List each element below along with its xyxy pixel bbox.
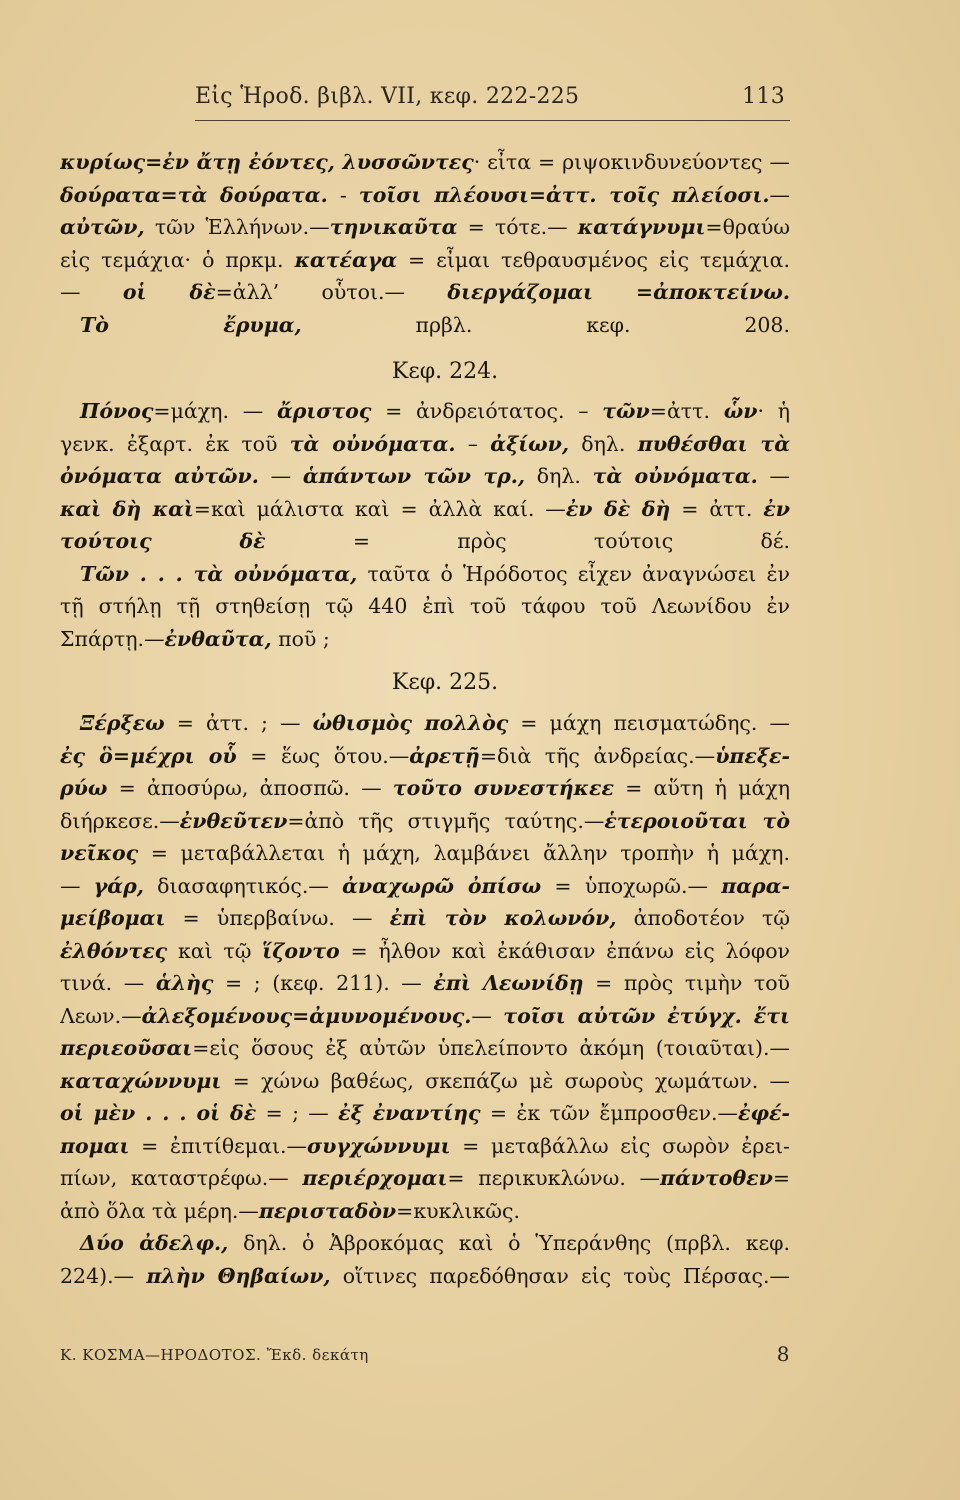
- text-line: [60, 146, 790, 179]
- lemma: τούτοις δὲ: [60, 529, 266, 553]
- lemma: ἐλθόντες: [60, 938, 168, 963]
- lemma: γάρ,: [93, 873, 144, 898]
- lemma: αὐτῶν,: [60, 215, 145, 239]
- gloss: =εἰς ὅσους ἐξ αὐτῶν ὑπελείποντο ἀκόμη (τοιαῦται).—: [192, 1036, 790, 1060]
- lemma: ὀνόματα αὐτῶν.: [60, 464, 259, 488]
- lemma: περιέρχομαι: [302, 1166, 448, 1190]
- lemma: τὰ οὐνόματα.: [592, 464, 758, 488]
- lemma: ὑπεξε-: [715, 743, 790, 768]
- text-line: [60, 309, 790, 342]
- gloss: –: [455, 431, 491, 456]
- lemma: συγχώννυμι: [307, 1133, 451, 1158]
- text-line: [60, 902, 790, 935]
- text-line: [60, 1032, 790, 1065]
- gloss: —: [471, 1003, 504, 1028]
- text-line: [60, 493, 790, 526]
- gloss: =ἀττ.: [649, 399, 724, 423]
- lemma: ἐνθαῦτα,: [164, 626, 272, 651]
- gloss: ἀποδοτέον τῷ: [616, 906, 790, 930]
- gloss: · εἶτα = ριψοκινδυνεύοντες —: [473, 150, 790, 174]
- lemma: τηνικαῦτα: [329, 215, 458, 239]
- gloss: Λεων.—: [60, 1003, 142, 1028]
- lemma: τοῦτο συνεστήκεε: [392, 776, 614, 800]
- lemma: ἀξίων,: [490, 431, 570, 456]
- text-line: [60, 623, 790, 656]
- gloss: -: [327, 182, 359, 207]
- running-header: [195, 84, 785, 124]
- text-line: [60, 395, 790, 428]
- text-line: [60, 276, 790, 309]
- lemma: ρύω: [60, 776, 108, 800]
- gloss: πρβλ. κεφ. 208.: [301, 312, 790, 337]
- gloss: —: [258, 464, 303, 488]
- lemma: ἐν: [763, 496, 790, 521]
- gloss: · ἡ: [757, 399, 790, 423]
- gloss: = ἕως ὅτου.—: [236, 743, 410, 768]
- gloss: ποῦ ;: [271, 626, 330, 651]
- gloss: =θραύω: [705, 215, 790, 239]
- gloss: = ; (κεφ. 211). —: [213, 971, 434, 995]
- gloss: πίων, καταστρέφω.—: [60, 1166, 303, 1190]
- lemma: ἐξ ἐναντίης: [338, 1101, 481, 1125]
- gloss: δηλ.: [525, 464, 593, 488]
- gloss: = μεταβάλλεται ἡ μάχη, λαμβάνει ἄλλην τροπὴν ἡ μάχη.: [138, 841, 790, 865]
- text-line: [60, 179, 790, 212]
- gloss: = περικυκλώνω. —: [447, 1166, 660, 1190]
- lemma: πλὴν Θηβαίων,: [146, 1263, 331, 1288]
- lemma: Τὸ ἔρυμα,: [80, 312, 302, 337]
- lemma: ἐνθεῦτεν: [179, 808, 288, 833]
- text-line: [60, 1000, 790, 1033]
- text-line: [60, 1227, 790, 1260]
- gloss: καὶ τῷ: [167, 938, 263, 963]
- gloss: —: [60, 280, 123, 304]
- gloss: =κυκλικῶς.: [396, 1198, 520, 1223]
- footer-signature: Κ. ΚΟΣΜΑ—ΗΡΟΔΟΤΟΣ. Ἔκδ. δεκάτη: [60, 1346, 369, 1364]
- gloss: τῇ στήλῃ τῇ στηθείσῃ τῷ 440 ἐπὶ τοῦ τάφου τοῦ Λεωνίδου ἐν: [60, 594, 790, 618]
- gloss: = χώνω βαθέως, σκεπάζω μὲ σωροὺς χωμάτων. —: [221, 1068, 790, 1093]
- lemma: παρα-: [721, 873, 790, 898]
- gloss: γενκ. ἐξαρτ. ἐκ τοῦ: [60, 431, 290, 456]
- lemma: ἀλεξομένους=ἀμυνομένους.: [141, 1003, 472, 1028]
- gloss: = εἶμαι τεθραυσμένος εἰς τεμάχια.: [397, 247, 790, 272]
- gloss: = πρὸς τούτοις δέ.: [265, 529, 790, 553]
- text-line: [60, 967, 790, 1000]
- text-line: [60, 1195, 790, 1228]
- lemma: τοῖσι αὐτῶν ἐτύγχ. ἔτι: [503, 1003, 790, 1028]
- gloss: =: [772, 1166, 790, 1190]
- gloss: = ὑπερβαίνω. —: [165, 906, 390, 930]
- lemma: νεῖκος: [60, 841, 139, 865]
- gloss: = ἐπιτίθεμαι.—: [129, 1133, 308, 1158]
- text-line: [60, 211, 790, 244]
- signature-mark: 8: [776, 1342, 790, 1366]
- text-line: [60, 558, 790, 591]
- gloss: = ὑποχωρῶ.—: [541, 873, 722, 898]
- gloss: δηλ. ὁ Ἀβροκόμας καὶ ὁ Ὑπεράνθης (πρβλ. κεφ.: [228, 1231, 790, 1255]
- lemma: Ξέρξεω: [80, 711, 165, 735]
- section-heading: Κεφ. 225.: [391, 670, 499, 695]
- lemma: κατέαγα: [294, 247, 398, 272]
- text-line: [60, 428, 790, 461]
- lemma: περισταδὸν: [258, 1198, 397, 1223]
- lemma: τῶν: [602, 399, 650, 423]
- gloss: =ἀλλ’ οὗτοι.—: [215, 280, 448, 304]
- gloss: διήρκεσε.—: [60, 808, 180, 833]
- page-number: 113: [742, 84, 785, 109]
- gloss: = αὕτη ἡ μάχη: [613, 776, 790, 800]
- header-title: Εἰς Ἡροδ. βιβλ. VII, κεφ. 222-225: [195, 84, 580, 109]
- lemma: ἐφέ-: [738, 1101, 790, 1125]
- gloss: —: [60, 873, 94, 898]
- gloss: εἰς τεμάχια· ὁ πρκμ.: [60, 247, 295, 272]
- lemma: ἐν δὲ δὴ: [565, 496, 671, 521]
- gloss: =καὶ μάλιστα καὶ = ἀλλὰ καί. —: [193, 496, 566, 521]
- gloss: —: [769, 182, 790, 207]
- gloss: τῶν Ἑλλήνων.—: [144, 215, 330, 239]
- gloss: = ἐκ τῶν ἔμπροσθεν.—: [480, 1101, 739, 1125]
- lemma: ἄριστος: [276, 399, 372, 423]
- text-line: [60, 837, 790, 870]
- gloss: 224).—: [60, 1263, 147, 1288]
- text-line: [60, 740, 790, 773]
- lemma: πυθέσθαι τὰ: [637, 431, 790, 456]
- gloss: = ἀποσύρω, ἀποσπῶ. —: [107, 776, 393, 800]
- lemma: μείβομαι: [60, 906, 166, 930]
- lemma: ὧν: [723, 399, 758, 423]
- gloss: = μεταβάλλω εἰς σωρὸν ἐρει-: [450, 1133, 790, 1158]
- lemma: ἁπάντων τῶν τρ.,: [302, 464, 526, 488]
- lemma: τοῖσι πλέουσι=ἀττ. τοῖς πλείοσι.: [358, 182, 770, 207]
- lemma: πάντοθεν: [659, 1166, 773, 1190]
- lemma: Δύο ἀδελφ.,: [80, 1231, 229, 1255]
- lemma: τὰ οὐνόματα.: [289, 431, 456, 456]
- text-line: [60, 805, 790, 838]
- lemma: πομαι: [60, 1133, 130, 1158]
- lemma: Πόνος: [80, 399, 154, 423]
- gloss: —: [757, 464, 790, 488]
- commentary-text: [60, 146, 790, 1292]
- lemma: ἐπὶ Λεωνίδῃ: [433, 971, 584, 995]
- gloss: τινά. —: [60, 971, 156, 995]
- text-line: [60, 870, 790, 903]
- gloss: δηλ.: [569, 431, 638, 456]
- lemma: κυρίως=ἐν ἄτῃ ἐόντες, λυσσῶντες: [60, 150, 474, 174]
- gloss: = τότε.—: [457, 215, 578, 239]
- lemma: ἐπὶ τὸν κολωνόν,: [389, 906, 617, 930]
- gloss: Σπάρτῃ.—: [60, 626, 165, 651]
- gloss: ἀπὸ ὅλα τὰ μέρη.—: [60, 1198, 259, 1223]
- gloss: =μάχη. —: [153, 399, 277, 423]
- gloss: οἵτινες παρεδόθησαν εἰς τοὺς Πέρσας.—: [330, 1263, 790, 1288]
- text-line: [60, 244, 790, 277]
- text-line: [60, 1065, 790, 1098]
- lemma: ἁλὴς: [155, 971, 214, 995]
- lemma: ἵζοντο: [262, 938, 340, 963]
- text-line: [60, 707, 790, 740]
- gloss: = μάχη πεισματώδης. —: [508, 711, 790, 735]
- lemma: κατάγνυμι: [577, 215, 706, 239]
- lemma: ἀναχωρῶ ὀπίσω: [342, 873, 542, 898]
- lemma: οἱ μὲν . . . οἱ δὲ: [60, 1101, 257, 1125]
- text-line: [60, 525, 790, 558]
- section-heading: Κεφ. 224.: [391, 359, 499, 384]
- gloss: = πρὸς τιμὴν τοῦ: [583, 971, 790, 995]
- lemma: δούρατα=τὰ δούρατα.: [60, 182, 328, 207]
- text-line: [60, 935, 790, 968]
- lemma: καταχώννυμι: [60, 1068, 222, 1093]
- lemma: διεργάζομαι =ἀποκτείνω.: [447, 280, 790, 304]
- text-line: [60, 590, 790, 623]
- lemma: ἑτεροιοῦται τὸ: [604, 808, 790, 833]
- lemma: καὶ δὴ καὶ: [60, 496, 194, 521]
- header-rule: [195, 120, 790, 121]
- lemma: ἐς ὃ=μέχρι οὗ: [60, 743, 237, 768]
- gloss: ταῦτα ὁ Ἡρόδοτος εἶχεν ἀναγνώσει ἐν: [357, 561, 790, 586]
- gloss: = ἦλθον καὶ ἐκάθισαν ἐπάνω εἰς λόφον: [339, 938, 790, 963]
- text-line: [60, 460, 790, 493]
- lemma: περιεοῦσαι: [60, 1036, 193, 1060]
- lemma: ἀρετῇ: [409, 743, 480, 768]
- gloss: = ἀττ.: [670, 496, 764, 521]
- text-line: [60, 1162, 790, 1195]
- lemma: ὠθισμὸς πολλὸς: [312, 711, 509, 735]
- gloss: =ἀπὸ τῆς στιγμῆς ταύτης.—: [287, 808, 605, 833]
- lemma: Τῶν . . . τὰ οὐνόματα,: [80, 561, 358, 586]
- lemma: οἱ δὲ: [122, 280, 216, 304]
- gloss: = ἀττ. ; —: [164, 711, 313, 735]
- gloss: = ἀνδρειότατος. –: [371, 399, 603, 423]
- text-line: [60, 772, 790, 805]
- text-line: [60, 1097, 790, 1130]
- text-line: [60, 1260, 790, 1293]
- gloss: διασαφητικός.—: [143, 873, 343, 898]
- text-line: [60, 1130, 790, 1163]
- gloss: = ; —: [256, 1101, 339, 1125]
- gloss: =διὰ τῆς ἀνδρείας.—: [479, 743, 716, 768]
